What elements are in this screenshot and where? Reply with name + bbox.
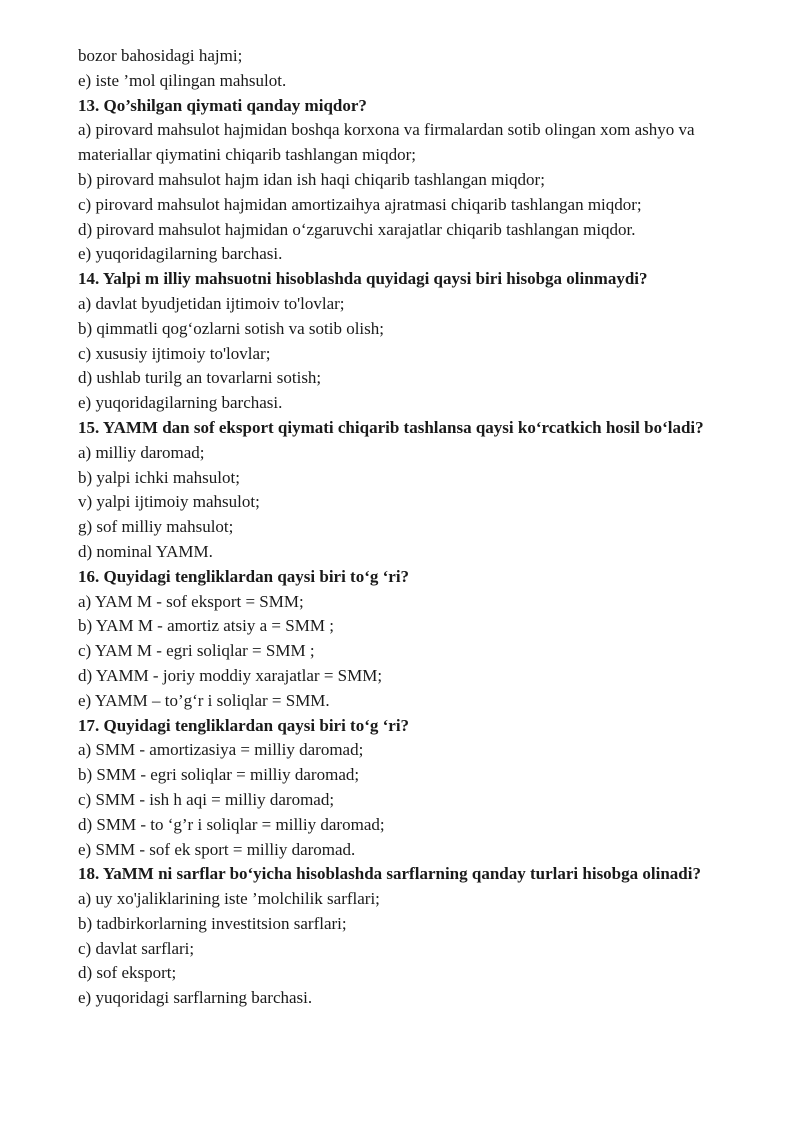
answer-option: e) yuqoridagi sarflarning barchasi.	[78, 988, 313, 1008]
question-14	[78, 267, 758, 416]
answer-option: c) xususiy ijtimoiy to'lovlar;	[78, 343, 271, 363]
answer-option: c) davlat sarflari;	[78, 938, 195, 958]
question-17	[78, 714, 758, 863]
answer-option: d) YAMM - joriy moddiy xarajatlar = SMM;	[78, 665, 383, 685]
answer-option: a) pirovard mahsulot hajmidan boshqa korxona va firmalardan sotib olingan xom ashyo va materiallar qiymatini chiqarib tashlangan miqdor;	[78, 120, 695, 165]
question-title: 13. Qo’shilgan qiymati qanday miqdor?	[78, 95, 367, 115]
answer-option: b) YAM M - amortiz atsiy a = SMM ;	[78, 616, 334, 636]
question-title: 16. Quyidagi tengliklardan qaysi biri to‘g ‘ri?	[78, 566, 410, 586]
answer-option: d) sof eksport;	[78, 963, 177, 983]
document-page	[78, 44, 758, 1011]
question-13	[78, 94, 758, 268]
answer-option: d) nominal YAMM.	[78, 541, 213, 561]
answer-option: d) pirovard mahsulot hajmidan o‘zgaruvchi xarajatlar chiqarib tashlangan miqdor.	[78, 219, 636, 239]
answer-option: b) SMM - egri soliqlar = milliy daromad;	[78, 765, 360, 785]
answer-option: c) YAM M - egri soliqlar = SMM ;	[78, 641, 315, 661]
answer-option: a) YAM M - sof eksport = SMM;	[78, 591, 304, 611]
answer-option: e) yuqoridagilarning barchasi.	[78, 244, 283, 264]
answer-option: b) yalpi ichki mahsulot;	[78, 467, 240, 487]
answer-option: a) davlat byudjetidan ijtimoiv to'lovlar;	[78, 293, 345, 313]
answer-option: a) SMM - amortizasiya = milliy daromad;	[78, 740, 364, 760]
answer-option: b) qimmatli qog‘ozlarni sotish va sotib olish;	[78, 318, 384, 338]
answer-option: b) pirovard mahsulot hajm idan ish haqi chiqarib tashlangan miqdor;	[78, 169, 545, 189]
answer-option: c) SMM - ish h aqi = milliy daromad;	[78, 789, 335, 809]
question-16	[78, 565, 758, 714]
answer-option: e) YAMM – to’g‘r i soliqlar = SMM.	[78, 690, 330, 710]
question-title: 14. Yalpi m illiy mahsuotni hisoblashda quyidagi qaysi biri hisobga olinmaydi?	[78, 269, 648, 289]
question-title: 18. YaMM ni sarflar bo‘yicha hisoblashda sarflarning qanday turlari hisobga olinadi?	[78, 864, 701, 884]
intro-line: e) iste ’mol qilingan mahsulot.	[78, 70, 287, 90]
answer-option: d) SMM - to ‘g’r i soliqlar = milliy daromad;	[78, 814, 385, 834]
intro-line: bozor bahosidagi hajmi;	[78, 46, 243, 65]
answer-option: a) uy xo'jaliklarining iste ’molchilik sarflari;	[78, 889, 380, 909]
question-title: 15. YAMM dan sof eksport qiymati chiqarib tashlansa qaysi ko‘rcatkich hosil bo‘ladi?	[78, 417, 704, 437]
question-title: 17. Quyidagi tengliklardan qaysi biri to‘g ‘ri?	[78, 715, 410, 735]
answer-option: b) tadbirkorlarning investitsion sarflari;	[78, 913, 347, 933]
answer-option: c) pirovard mahsulot hajmidan amortizaihya ajratmasi chiqarib tashlangan miqdor;	[78, 194, 642, 214]
answer-option: a) milliy daromad;	[78, 442, 205, 462]
answer-option: e) SMM - sof ek sport = milliy daromad.	[78, 839, 356, 859]
answer-option: d) ushlab turilg an tovarlarni sotish;	[78, 368, 322, 388]
answer-option: g) sof milliy mahsulot;	[78, 517, 234, 537]
answer-option: e) yuqoridagilarning barchasi.	[78, 393, 283, 413]
question-15	[78, 416, 758, 565]
question-18	[78, 862, 758, 1011]
answer-option: v) yalpi ijtimoiy mahsulot;	[78, 492, 260, 512]
